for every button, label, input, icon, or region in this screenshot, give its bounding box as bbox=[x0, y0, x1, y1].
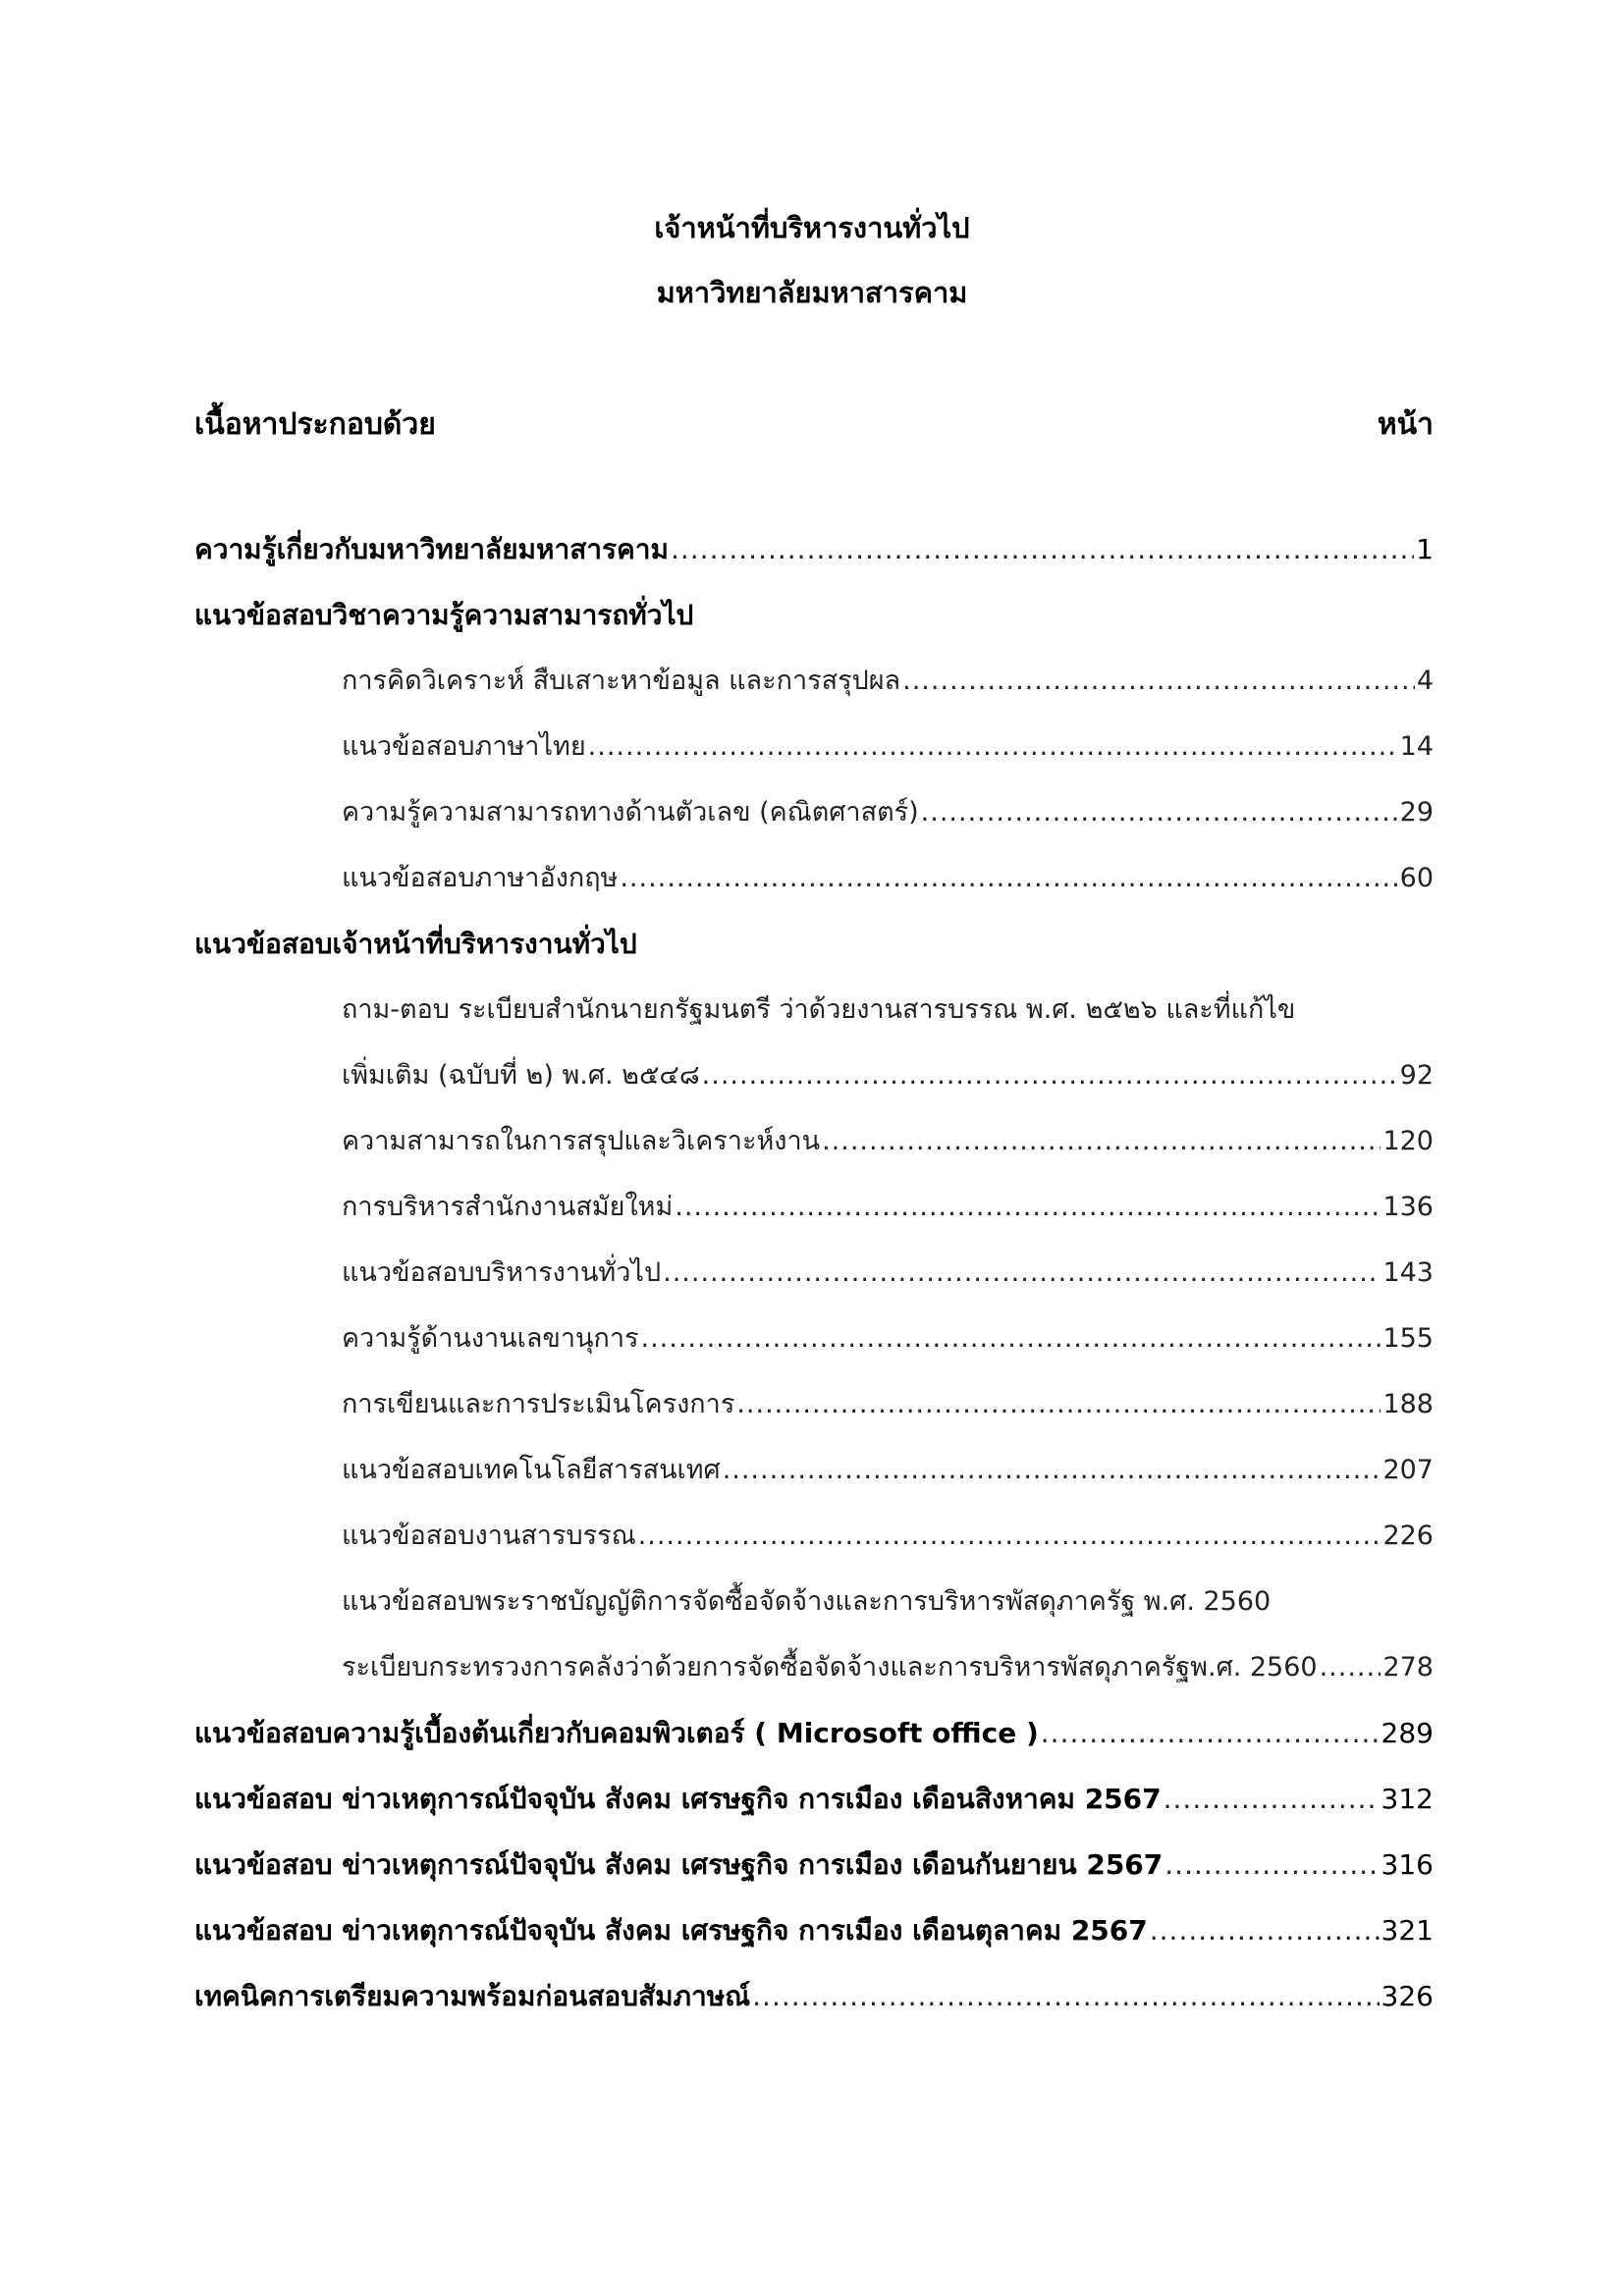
toc-dot-leader bbox=[723, 1449, 1381, 1492]
toc-entry-title: แนวข้อสอบเจ้าหน้าที่บริหารงานทั่วไป bbox=[194, 928, 637, 960]
toc-entry-title: ความรู้ความสามารถทางด้านตัวเลข (คณิตศาสตร์) bbox=[342, 797, 919, 828]
toc-entry-title: แนวข้อสอบภาษาไทย bbox=[342, 731, 586, 762]
toc-entry bbox=[342, 725, 1434, 769]
toc-entry bbox=[342, 857, 1434, 900]
toc-entry-title: การเขียนและการประเมินโครงการ bbox=[342, 1389, 735, 1419]
toc-entry bbox=[194, 528, 1434, 571]
toc-dot-leader bbox=[1164, 1778, 1380, 1821]
toc-dot-leader bbox=[736, 1383, 1380, 1426]
toc-entry-title: แนวข้อสอบบริหารงานทั่วไป bbox=[342, 1257, 662, 1288]
toc-dot-leader bbox=[1041, 1712, 1380, 1755]
toc-section-heading bbox=[194, 923, 1434, 966]
contents-label: เนื้อหาประกอบด้วย bbox=[194, 407, 436, 442]
toc-entry-title: เทคนิคการเตรียมความพร้อมก่อนสอบสัมภาษณ์ bbox=[194, 1980, 751, 2012]
toc-entry-title: แนวข้อสอบ ข่าวเหตุการณ์ปัจจุบัน สังคม เศรษฐกิจ การเมือง เดือนตุลาคม 2567 bbox=[194, 1914, 1148, 1947]
toc-entry-title: แนวข้อสอบ ข่าวเหตุการณ์ปัจจุบัน สังคม เศรษฐกิจ การเมือง เดือนกันยายน 2567 bbox=[194, 1848, 1164, 1881]
toc-entry-page: 289 bbox=[1380, 1717, 1434, 1749]
toc-dot-leader bbox=[641, 1317, 1381, 1361]
toc-entry-page: 14 bbox=[1399, 731, 1434, 762]
toc-entry-title: แนวข้อสอบ ข่าวเหตุการณ์ปัจจุบัน สังคม เศรษฐกิจ การเมือง เดือนสิงหาคม 2567 bbox=[194, 1783, 1162, 1815]
toc-dot-leader bbox=[822, 1120, 1380, 1163]
toc-entry-title: แนวข้อสอบเทคโนโลยีสารสนเทศ bbox=[342, 1455, 721, 1485]
toc-entry bbox=[342, 1646, 1434, 1689]
toc-entry-page: 316 bbox=[1380, 1848, 1434, 1881]
toc-entry-page: 226 bbox=[1382, 1521, 1434, 1551]
toc-entry-page: 278 bbox=[1382, 1652, 1434, 1682]
toc-dot-leader bbox=[663, 1252, 1380, 1295]
toc-dot-leader bbox=[1150, 1909, 1380, 1952]
toc-entry-title: แนวข้อสอบพระราชบัญญัติการจัดซื้อจัดจ้างและการบริหารพัสดุภาครัฐ พ.ศ. 2560 bbox=[342, 1586, 1272, 1617]
toc-entry-title: ความรู้เกี่ยวกับมหาวิทยาลัยมหาสารคาม bbox=[194, 533, 669, 565]
toc-entry-page: 326 bbox=[1380, 1980, 1434, 2012]
toc-entry-title: ถาม-ตอบ ระเบียบสำนักนายกรัฐมนตรี ว่าด้วยงานสารบรรณ พ.ศ. ๒๕๒๖ และที่แก้ไข bbox=[342, 994, 1296, 1025]
toc-dot-leader bbox=[702, 1054, 1398, 1097]
toc-entry bbox=[194, 1843, 1434, 1887]
toc-entry-title: แนวข้อสอบวิชาความรู้ความสามารถทั่วไป bbox=[194, 599, 694, 631]
toc-entry-continued bbox=[342, 988, 1434, 1032]
toc-entry bbox=[342, 1252, 1434, 1295]
toc-entry-page: 136 bbox=[1382, 1192, 1434, 1222]
toc-entry-page: 29 bbox=[1399, 797, 1434, 828]
toc-dot-leader bbox=[671, 528, 1414, 571]
toc-entry bbox=[342, 1515, 1434, 1558]
toc-entry-title: การบริหารสำนักงานสมัยใหม่ bbox=[342, 1192, 674, 1222]
toc-entry-title: แนวข้อสอบภาษาอังกฤษ bbox=[342, 863, 619, 893]
toc-entry-title: แนวข้อสอบงานสารบรรณ bbox=[342, 1521, 636, 1551]
toc-dot-leader bbox=[921, 791, 1398, 834]
toc-entry-page: 92 bbox=[1399, 1060, 1434, 1091]
toc-entry-page: 188 bbox=[1382, 1389, 1434, 1419]
toc-header bbox=[194, 402, 1434, 448]
toc-entry-page: 4 bbox=[1416, 666, 1434, 696]
toc-entry-title: แนวข้อสอบความรู้เบื้องต้นเกี่ยวกับคอมพิวเตอร์ ( Microsoft office ) bbox=[194, 1717, 1039, 1749]
toc-entry-title: ความรู้ด้านงานเลขานุการ bbox=[342, 1323, 639, 1354]
toc-entry-title: เพิ่มเติม (ฉบับที่ ๒) พ.ศ. ๒๕๔๘ bbox=[342, 1060, 700, 1091]
toc-entry-page: 312 bbox=[1380, 1783, 1434, 1815]
toc-entry bbox=[342, 1317, 1434, 1361]
toc-entry-page: 120 bbox=[1382, 1126, 1434, 1156]
toc-entry bbox=[342, 660, 1434, 703]
toc-dot-leader bbox=[752, 1975, 1379, 2018]
document-title-line-2: มหาวิทยาลัยมหาสารคาม bbox=[656, 276, 968, 309]
toc-dot-leader bbox=[675, 1186, 1380, 1229]
toc-entry bbox=[194, 1778, 1434, 1821]
toc-entry bbox=[194, 1712, 1434, 1755]
toc-dot-leader bbox=[1320, 1646, 1381, 1689]
toc-entry bbox=[342, 1449, 1434, 1492]
toc-entry-title: ความสามารถในการสรุปและวิเคราะห์งาน bbox=[342, 1126, 821, 1156]
toc-entry-title: การคิดวิเคราะห์ สืบเสาะหาข้อมูล และการสรุปผล bbox=[342, 666, 901, 696]
toc-entry-page: 155 bbox=[1382, 1323, 1434, 1354]
toc-entry-page: 143 bbox=[1382, 1257, 1434, 1288]
toc-entry-page: 321 bbox=[1380, 1914, 1434, 1947]
toc-entry-page: 207 bbox=[1382, 1455, 1434, 1485]
toc-entry-page: 60 bbox=[1399, 863, 1434, 893]
toc-entry bbox=[194, 1975, 1434, 2018]
toc-entry bbox=[342, 1383, 1434, 1426]
toc-dot-leader bbox=[620, 857, 1397, 900]
toc-entry-title: ระเบียบกระทรวงการคลังว่าด้วยการจัดซื้อจัดจ้างและการบริหารพัสดุภาครัฐพ.ศ. 2560 bbox=[342, 1652, 1318, 1682]
toc-dot-leader bbox=[638, 1515, 1381, 1558]
toc-entry bbox=[342, 791, 1434, 834]
toc-dot-leader bbox=[1164, 1843, 1379, 1887]
toc-entry-continued bbox=[342, 1580, 1434, 1624]
toc-dot-leader bbox=[588, 725, 1398, 769]
document-title-line-1: เจ้าหน้าที่บริหารงานทั่วไป bbox=[654, 211, 970, 244]
toc-entry-page: 1 bbox=[1416, 533, 1434, 565]
toc-entry bbox=[194, 1909, 1434, 1952]
toc-section-heading bbox=[194, 594, 1434, 637]
toc-entry bbox=[342, 1054, 1434, 1097]
toc-entry bbox=[342, 1120, 1434, 1163]
toc-dot-leader bbox=[902, 660, 1415, 703]
toc-entry bbox=[342, 1186, 1434, 1229]
page-column-label: หน้า bbox=[1377, 407, 1434, 442]
